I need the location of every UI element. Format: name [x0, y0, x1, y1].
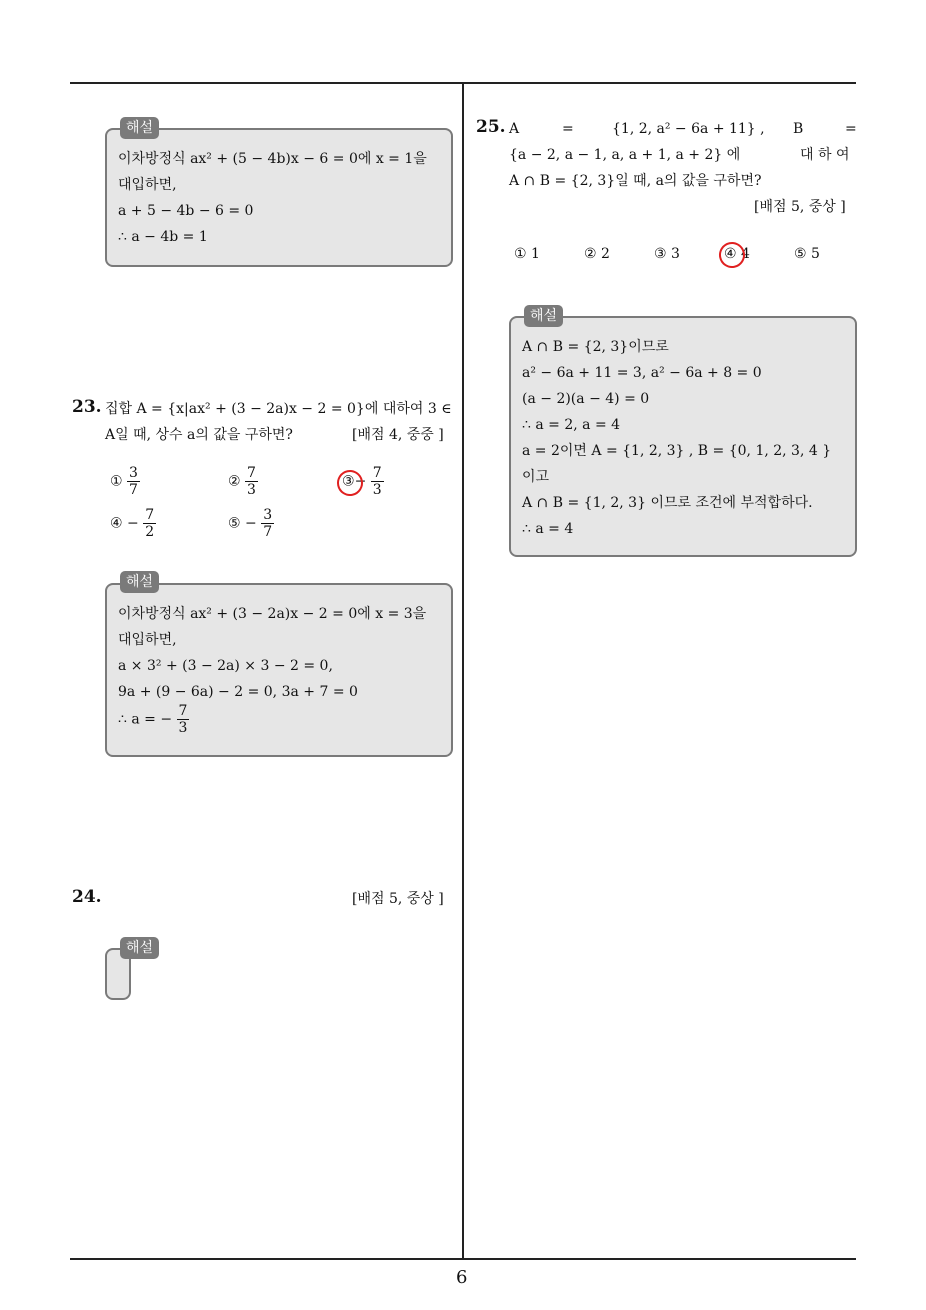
question-25-text: {1, 2, a² − 6a + 11} , — [612, 121, 765, 137]
choice-23-1[interactable]: ① $\frac{3}{7}$ — [110, 465, 138, 498]
question-number-25: 25. — [476, 117, 506, 137]
fraction: $\frac{7}{3}$ — [247, 465, 256, 498]
choice-23-5[interactable]: ⑤ − $\frac{3}{7}$ — [228, 507, 273, 540]
solution-line: a + 5 − 4b − 6 = 0 — [118, 203, 254, 219]
page-number: 6 — [456, 1267, 468, 1288]
question-23-text: 집합 A = {x|ax² + (3 − 2a)x − 2 = 0}에 대하여 3 ∈ — [105, 401, 452, 417]
choice-25-4[interactable]: ④ 4 — [724, 246, 750, 262]
solution-line: a² − 6a + 11 = 3, a² − 6a + 8 = 0 — [522, 365, 762, 381]
choice-23-3[interactable]: ③− $\frac{7}{3}$ — [342, 465, 382, 498]
solution-tag: 해설 — [524, 305, 563, 327]
question-number-24: 24. — [72, 887, 102, 907]
solution-line: ∴ a = 4 — [522, 521, 574, 537]
solution-tag: 해설 — [120, 117, 159, 139]
bottom-rule — [70, 1258, 856, 1260]
solution-tag: 해설 — [120, 937, 159, 959]
solution-line: A ∩ B = {2, 3}이므로 — [522, 339, 669, 355]
question-25-text: 대 하 여 — [800, 147, 850, 163]
solution-line: A ∩ B = {1, 2, 3} 이므로 조건에 부적합하다. — [522, 495, 813, 511]
choice-23-2[interactable]: ② $\frac{7}{3}$ — [228, 465, 256, 498]
fraction: $\frac{3}{7}$ — [129, 465, 138, 498]
fraction: $\frac{7}{2}$ — [145, 507, 155, 540]
question-number-23: 23. — [72, 397, 102, 417]
question-25-score: [배점 5, 중상 ] — [754, 199, 846, 215]
solution-line: ∴ a − 4b = 1 — [118, 229, 208, 245]
choice-25-2[interactable]: ② 2 — [584, 246, 610, 262]
question-23-text: A일 때, 상수 a의 값을 구하면? — [105, 427, 293, 443]
solution-line: ∴ a = − $\frac{7}{3}$ — [118, 703, 188, 736]
question-25-text: B — [793, 121, 804, 137]
fraction: $\frac{7}{3}$ — [372, 465, 382, 498]
question-25-text: {a − 2, a − 1, a, a + 1, a + 2} 에 — [509, 147, 741, 163]
question-25-text: = — [845, 121, 857, 137]
solution-line: 이차방정식 ax² + (5 − 4b)x − 6 = 0에 x = 1을 — [118, 151, 427, 167]
question-25-text: = — [562, 121, 574, 137]
choice-23-4[interactable]: ④ − $\frac{7}{2}$ — [110, 507, 155, 540]
answer-circle-mark — [717, 240, 748, 271]
column-divider — [462, 83, 464, 1260]
solution-line: (a − 2)(a − 4) = 0 — [522, 391, 650, 407]
solution-line: 이고 — [522, 469, 550, 485]
solution-line: 이차방정식 ax² + (3 − 2a)x − 2 = 0에 x = 3을 — [118, 606, 427, 622]
solution-line: 9a + (9 − 6a) − 2 = 0, 3a + 7 = 0 — [118, 684, 358, 700]
choice-25-5[interactable]: ⑤ 5 — [794, 246, 820, 262]
question-23-score: [배점 4, 중중 ] — [352, 427, 444, 443]
solution-line: a = 2이면 A = {1, 2, 3} , B = {0, 1, 2, 3, 4 } — [522, 443, 832, 459]
solution-line: a × 3² + (3 − 2a) × 3 − 2 = 0, — [118, 658, 333, 674]
question-24-score: [배점 5, 중상 ] — [352, 891, 444, 907]
fraction: $\frac{7}{3}$ — [178, 703, 188, 736]
solution-line: 대입하면, — [118, 632, 177, 648]
solution-tag: 해설 — [120, 571, 159, 593]
question-25-text: A ∩ B = {2, 3}일 때, a의 값을 구하면? — [509, 173, 762, 189]
choice-25-1[interactable]: ① 1 — [514, 246, 540, 262]
fraction: $\frac{3}{7}$ — [263, 507, 273, 540]
choice-25-3[interactable]: ③ 3 — [654, 246, 680, 262]
solution-line: ∴ a = 2, a = 4 — [522, 417, 621, 433]
solution-line: 대입하면, — [118, 177, 177, 193]
question-25-text: A — [509, 121, 520, 137]
